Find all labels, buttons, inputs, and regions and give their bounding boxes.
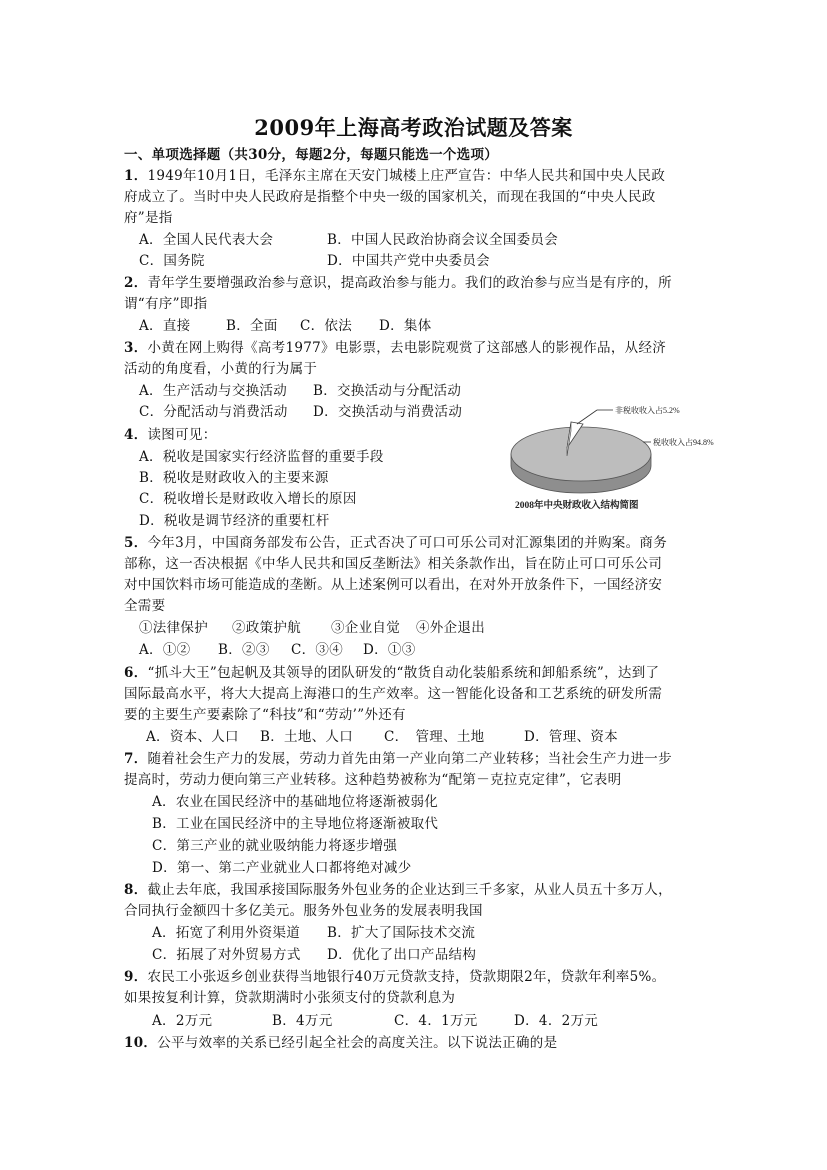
q4-option-d: D．税收是调节经济的重要杠杆 [139, 513, 330, 529]
question-8-line-2: 合同执行金额四十多亿美元。服务外包业务的发展表明我国 [124, 903, 483, 919]
q5-item-2: ②政策护航 [232, 620, 301, 636]
q8-option-c: C．拓展了对外贸易方式 [152, 947, 301, 963]
q2-option-c: C．依法 [300, 318, 353, 334]
q1-option-a: A．全国人民代表大会 [139, 232, 274, 248]
q6-option-d: D．管理、资本 [524, 729, 618, 745]
q9-option-c: C．4．1万元 [394, 1013, 478, 1029]
question-5-line-4: 全需要 [124, 598, 166, 614]
question-3-line-1 [124, 338, 666, 358]
q5-item-3: ③企业自觉 [331, 620, 400, 636]
q2-option-b: B．全面 [226, 318, 278, 334]
q3-option-c: C．分配活动与消费活动 [139, 404, 288, 420]
q4-option-c: C．税收增长是财政收入增长的原因 [139, 491, 357, 507]
q5-option-d: D．①③ [363, 642, 416, 658]
pie-slice-tax [511, 427, 651, 481]
question-6-line-1 [124, 663, 659, 683]
q1-option-d: D．中国共产党中央委员会 [327, 253, 490, 269]
question-2-number: 2． [124, 275, 148, 291]
q8-option-a: A．拓宽了利用外资渠道 [152, 925, 301, 941]
q9-option-d: D．4．2万元 [514, 1013, 599, 1029]
question-7-line-1 [124, 749, 672, 769]
question-7-line-2: 提高时，劳动力便向第三产业转移。这种趋势被称为“配第－克拉克定律”，它表明 [124, 772, 622, 788]
question-10-line-1 [124, 1033, 557, 1053]
question-1-text-1: 1949年10月1日，毛泽东主席在天安门城楼上庄严宣告：中华人民共和国中央人民政 [147, 168, 666, 184]
q6-option-b: B．土地、人口 [260, 729, 354, 745]
question-9-line-1 [124, 967, 665, 987]
question-10-text-1: 公平与效率的关系已经引起全社会的高度关注。以下说法正确的是 [157, 1035, 558, 1051]
question-7-number: 7． [124, 751, 148, 767]
q9-option-a: A．2万元 [152, 1013, 213, 1029]
q6-option-c: C． 管理、土地 [384, 729, 485, 745]
legend-tax: 税收收入占94.8% [653, 438, 714, 447]
q5-option-c: C．③④ [291, 642, 344, 658]
question-8-line-1 [124, 880, 672, 900]
q2-option-d: D．集体 [379, 318, 432, 334]
question-3-line-2: 活动的角度看，小黄的行为属于 [124, 361, 318, 377]
question-6-line-3: 要的主要生产要素除了“科技”和“劳动’”外还有 [124, 707, 406, 723]
q4-option-a: A．税收是国家实行经济监督的重要手段 [139, 449, 384, 465]
q5-option-a: A．①② [139, 642, 191, 658]
question-8-number: 8． [124, 882, 148, 898]
question-1-line-3: 府”是指 [124, 210, 173, 226]
q5-option-b: B．②③ [218, 642, 270, 658]
question-2-line-2: 谓“有序”即指 [124, 296, 208, 312]
question-3-text-1: 小黄在网上购得《高考1977》电影票，去电影院观赏了这部感人的影视作品，从经济 [147, 340, 667, 356]
question-6-text-1: “抓斗大王”包起帆及其领导的团队研发的“散货自动化装船系统和卸船系统”，达到了 [147, 665, 660, 681]
question-8-text-1: 截止去年底，我国承接国际服务外包业务的企业达到三千多家，从业人员五十多万人， [147, 882, 672, 898]
question-5-line-2: 部称，这一否决根据《中华人民共和国反垄断法》相关条款作出，旨在防止可口可乐公司 [124, 556, 663, 572]
leader-line-non-tax [577, 410, 597, 424]
question-5-number: 5． [124, 535, 148, 551]
q2-option-a: A．直接 [139, 318, 191, 334]
question-1-number: 1． [124, 168, 148, 184]
question-9-number: 9． [124, 969, 148, 985]
question-1-line-1 [124, 166, 665, 186]
q5-item-4: ④外企退出 [416, 620, 485, 636]
legend-non-tax: 非税收收入占5.2% [615, 406, 680, 415]
question-6-line-2: 国际最高水平，将大大提高上海港口的生产效率。这一智能化设备和工艺系统的研发所需 [124, 686, 663, 702]
q5-item-1: ①法律保护 [139, 620, 208, 636]
q9-option-b: B．4万元 [272, 1013, 333, 1029]
question-10-number: 10． [124, 1035, 158, 1051]
question-2-text-1: 青年学生要增强政治参与意识，提高政治参与能力。我们的政治参与应当是有序的，所 [147, 275, 672, 291]
question-6-number: 6． [124, 665, 148, 681]
q8-option-d: D．优化了出口产品结构 [327, 947, 477, 963]
q7-option-d: D．第一、第二产业就业人口都将绝对减少 [152, 860, 412, 876]
question-1-line-2: 府成立了。当时中央人民政府是指整个中央一级的国家机关，而现在我国的“中央人民政 [124, 189, 656, 205]
page-title: 2009年上海高考政治试题及答案 [254, 115, 573, 140]
question-2-line-1 [124, 273, 672, 293]
q7-option-b: B．工业在国民经济中的主导地位将逐渐被取代 [152, 816, 439, 832]
q3-option-a: A．生产活动与交换活动 [139, 383, 288, 399]
q1-option-b: B．中国人民政治协商会议全国委员会 [327, 232, 559, 248]
question-5-line-1 [124, 533, 667, 553]
q8-option-b: B．扩大了国际技术交流 [327, 925, 476, 941]
q7-option-a: A．农业在国民经济中的基础地位将逐渐被弱化 [152, 794, 439, 810]
q6-option-a: A．资本、人口 [146, 729, 239, 745]
chart-title: 2008年中央财政收入结构简图 [515, 501, 639, 511]
q3-option-d: D．交换活动与消费活动 [313, 404, 463, 420]
q3-option-b: B．交换活动与分配活动 [313, 383, 462, 399]
question-5-line-3: 对中国饮料市场可能造成的垄断。从上述案例可以看出，在对外开放条件下，一国经济安 [124, 577, 663, 593]
question-4-line-1 [124, 425, 217, 445]
q4-option-b: B．税收是财政收入的主要来源 [139, 470, 329, 486]
question-4-text-1: 读图可见： [147, 427, 217, 443]
question-9-line-2: 如果按复利计算，贷款期满时小张须支付的贷款利息为 [124, 990, 456, 1006]
question-3-number: 3． [124, 340, 148, 356]
question-7-text-1: 随着社会生产力的发展，劳动力首先由第一产业向第二产业转移；当社会生产力进一步 [147, 751, 672, 767]
revenue-pie-chart [503, 402, 733, 514]
question-4-number: 4． [124, 427, 148, 443]
q1-option-c: C．国务院 [139, 253, 205, 269]
question-5-text-1: 今年3月，中国商务部发布公告，正式否决了可口可乐公司对汇源集团的并购案。商务 [147, 535, 667, 551]
section-heading: 一、单项选择题（共30分，每题2分，每题只能选一个选项） [124, 147, 499, 163]
q7-option-c: C．第三产业的就业吸纳能力将逐步增强 [152, 838, 398, 854]
question-9-text-1: 农民工小张返乡创业获得当地银行40万元贷款支持，贷款期限2年，贷款年利率5%。 [147, 969, 666, 985]
